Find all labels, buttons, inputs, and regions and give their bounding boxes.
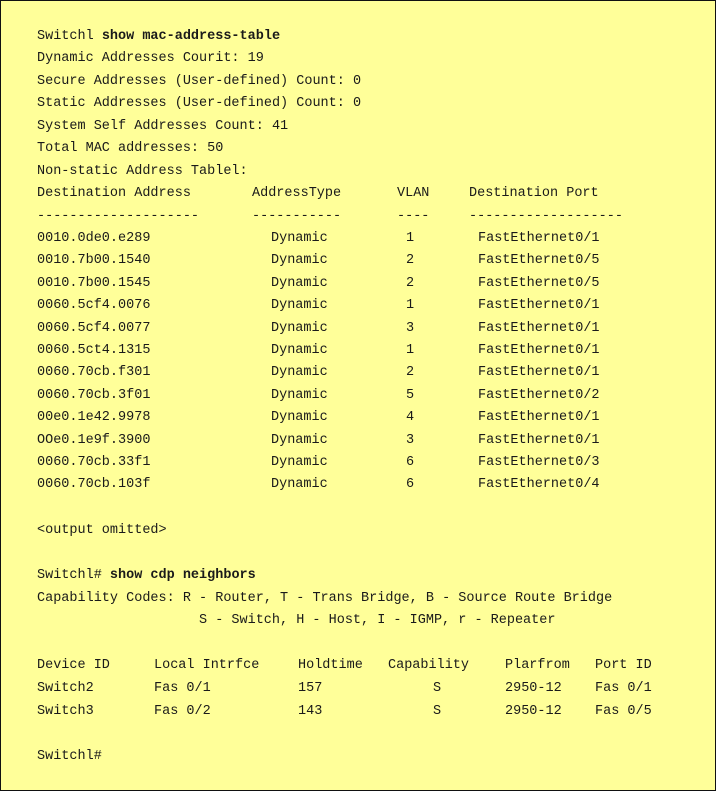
output-omitted-text: <output omitted>: [37, 523, 167, 538]
platform-cell: 2950-12: [505, 703, 562, 719]
mac-address-cell: 0060.70cb.103f: [37, 477, 151, 493]
address-type-cell: Dynamic: [271, 432, 328, 448]
capability-cell: S: [433, 681, 442, 696]
mac-address-cell: 0060.70cb.f301: [37, 365, 151, 381]
cdp-header-device-id: Device ID: [37, 658, 110, 673]
cdp-header-port-id: Port ID: [595, 658, 652, 673]
mac-command: show mac-address-table: [101, 29, 281, 44]
local-intrfce-cell: Fas 0/1: [154, 681, 211, 696]
destination-port-cell: FastEthernet0/1: [478, 432, 600, 448]
vlan-cell: 6: [406, 477, 415, 493]
platform-cell: 2950-12: [505, 681, 562, 696]
destination-port-cell: FastEthernet0/5: [478, 275, 600, 291]
mac-summary-line: Non-static Address Tablel:: [37, 163, 248, 179]
mac-summary-line: Secure Addresses (User-defined) Count: 0: [37, 73, 362, 89]
destination-port-cell: FastEthernet0/3: [478, 455, 600, 470]
address-type-cell: Dynamic: [271, 410, 328, 426]
vlan-cell: 6: [406, 455, 415, 470]
mac-address-cell: 0010.7b00.1540: [37, 253, 151, 269]
header-destination-address: Destination Address: [37, 186, 191, 201]
capability-cell: S: [433, 703, 442, 719]
vlan-cell: 1: [406, 298, 415, 314]
cdp-header-holdtime: Holdtime: [298, 658, 363, 673]
address-type-cell: Dynamic: [271, 343, 328, 358]
vlan-cell: 3: [406, 432, 415, 448]
destination-port-cell: FastEthernet0/5: [478, 253, 600, 269]
vlan-cell: 1: [406, 231, 415, 246]
final-prompt: Switchl#: [37, 749, 102, 764]
header-destination-port: Destination Port: [469, 186, 599, 201]
address-type-cell: Dynamic: [271, 455, 328, 470]
mac-summary-line: System Self Addresses Count: 41: [37, 118, 289, 134]
destination-port-cell: FastEthernet0/4: [478, 477, 600, 493]
destination-port-cell: FastEthernet0/2: [478, 387, 600, 403]
mac-command-line: [37, 29, 280, 45]
address-type-cell: Dynamic: [271, 298, 328, 314]
address-type-cell: Dynamic: [271, 387, 328, 403]
mac-address-cell: 0060.70cb.3f01: [37, 387, 151, 403]
address-type-cell: Dynamic: [271, 231, 328, 246]
mac-address-cell: 0060.5cf4.0076: [37, 298, 151, 314]
vlan-cell: 2: [406, 253, 415, 269]
port-id-cell: Fas 0/5: [595, 703, 652, 719]
vlan-cell: 3: [406, 320, 415, 336]
separator-destination-port: -------------------: [469, 209, 623, 224]
mac-summary-line: Dynamic Addresses Courit: 19: [37, 51, 264, 66]
address-type-cell: Dynamic: [271, 320, 328, 336]
mac-address-cell: 0060.5ct4.1315: [37, 343, 151, 358]
separator-address-type: -----------: [252, 209, 342, 224]
address-type-cell: Dynamic: [271, 253, 328, 269]
cdp-header-local-intrfce: Local Intrfce: [154, 658, 260, 673]
address-type-cell: Dynamic: [271, 365, 328, 381]
mac-address-cell: 0060.5cf4.0077: [37, 320, 151, 336]
separator-destination-address: --------------------: [37, 209, 200, 224]
mac-summary-line: Total MAC addresses: 50: [37, 141, 224, 156]
header-vlan: VLAN: [397, 186, 430, 201]
cdp-command-line: [37, 568, 256, 584]
cdp-header-platform: Plarfrom: [505, 658, 570, 673]
mac-summary-line: Static Addresses (User-defined) Count: 0: [37, 96, 362, 111]
separator-vlan: ----: [397, 209, 430, 224]
mac-address-cell: 0010.7b00.1545: [37, 275, 151, 291]
address-type-cell: Dynamic: [271, 275, 328, 291]
port-id-cell: Fas 0/1: [595, 681, 652, 696]
address-type-cell: Dynamic: [271, 477, 328, 493]
mac-address-cell: 0010.0de0.e289: [37, 231, 151, 246]
destination-port-cell: FastEthernet0/1: [478, 365, 600, 381]
destination-port-cell: FastEthernet0/1: [478, 410, 600, 426]
destination-port-cell: FastEthernet0/1: [478, 231, 600, 246]
vlan-cell: 4: [406, 410, 415, 426]
holdtime-cell: 143: [298, 703, 323, 719]
destination-port-cell: FastEthernet0/1: [478, 343, 600, 358]
mac-prompt: Switchl: [37, 29, 102, 44]
holdtime-cell: 157: [298, 681, 323, 696]
destination-port-cell: FastEthernet0/1: [478, 320, 600, 336]
device-id-cell: Switch3: [37, 703, 94, 719]
device-id-cell: Switch2: [37, 681, 94, 696]
vlan-cell: 1: [406, 343, 415, 358]
local-intrfce-cell: Fas 0/2: [154, 703, 211, 719]
vlan-cell: 2: [406, 365, 415, 381]
mac-address-cell: OOe0.1e9f.3900: [37, 432, 151, 448]
vlan-cell: 2: [406, 275, 415, 291]
mac-address-cell: 0060.70cb.33f1: [37, 455, 151, 470]
cdp-prompt: Switchl#: [37, 568, 110, 583]
cdp-header-capability: Capability: [388, 658, 470, 673]
mac-address-cell: 00e0.1e42.9978: [37, 410, 151, 426]
destination-port-cell: FastEthernet0/1: [478, 298, 600, 314]
capability-codes-line2: S - Switch, H - Host, I - IGMP, r - Repeater: [199, 613, 556, 628]
cdp-command: show cdp neighbors: [109, 568, 256, 583]
capability-codes-line1: Capability Codes: R - Router, T - Trans Bridge, B - Source Route Bridge: [37, 591, 613, 606]
header-address-type: AddressType: [252, 186, 342, 201]
vlan-cell: 5: [406, 387, 415, 403]
